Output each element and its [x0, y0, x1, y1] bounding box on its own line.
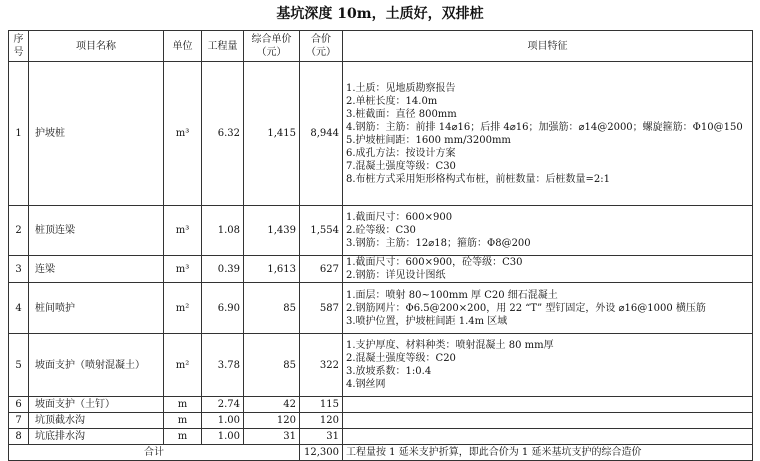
feature-line: 1.土质：见地质勘察报告	[346, 82, 456, 94]
row-features	[343, 334, 753, 397]
feature-line: 4.钢丝网	[346, 379, 386, 390]
feature-line: 2.钢筋网片：Φ6.5@200×200，用 22 “T” 型钉固定，外设 ⌀16@1000 横压筋	[346, 302, 706, 314]
feature-line: 1.截面尺寸：600×900，砼等级：C30	[346, 257, 523, 268]
header-name: 项目名称	[29, 31, 164, 62]
row-qty: 6.32	[202, 62, 244, 206]
feature-line: 4.钢筋：主筋：前排 14⌀16；后排 4⌀16；加强筋：⌀14@2000；螺旋箍筋：Φ10@150	[346, 121, 743, 133]
row-seq: 4	[9, 283, 29, 334]
row-seq: 3	[9, 256, 29, 283]
row-unit: m³	[164, 206, 202, 256]
row-total: 8,944	[300, 62, 343, 206]
feature-line: 6.成孔方法：按设计方案	[346, 147, 456, 159]
row-total: 115	[300, 397, 343, 413]
row-name: 桩顶连梁	[29, 206, 164, 256]
header-unit: 单位	[164, 31, 202, 62]
row-name: 护坡桩	[29, 62, 164, 206]
summary-note: 工程量按 1 延米支护折算，即此合价为 1 延米基坑支护的综合造价	[343, 445, 753, 461]
row-qty: 3.78	[202, 334, 244, 397]
row-seq: 7	[9, 413, 29, 429]
row-unit: m	[164, 413, 202, 429]
header-qty: 工程量	[202, 31, 244, 62]
page-title: 基坑深度 10m，土质好，双排桩	[276, 6, 484, 22]
row-total: 627	[300, 256, 343, 283]
row-price: 1,415	[244, 62, 300, 206]
row-price: 1,439	[244, 206, 300, 256]
cost-table	[8, 30, 753, 461]
header-price: 综合单价（元）	[244, 31, 300, 62]
row-price: 1,613	[244, 256, 300, 283]
feature-line: 3.喷护位置，护坡桩间距 1.4m 区域	[346, 315, 508, 327]
row-qty: 1.00	[202, 413, 244, 429]
feature-line: 3.放坡系数：1:0.4	[346, 366, 432, 377]
row-qty: 2.74	[202, 397, 244, 413]
row-name: 桩间喷护	[29, 283, 164, 334]
row-qty: 1.08	[202, 206, 244, 256]
row-name: 坡面支护（喷射混凝土）	[29, 334, 164, 397]
row-features	[343, 413, 753, 429]
row-unit: m²	[164, 334, 202, 397]
row-seq: 2	[9, 206, 29, 256]
table-header-row	[9, 31, 753, 62]
table-row	[9, 334, 753, 397]
row-seq: 5	[9, 334, 29, 397]
row-name: 坡面支护（土钉）	[29, 397, 164, 413]
feature-line: 1.面层：喷射 80~100mm 厚 C20 细石混凝土	[346, 289, 558, 301]
row-price: 120	[244, 413, 300, 429]
feature-line: 2.混凝土强度等级：C20	[346, 353, 456, 364]
row-features	[343, 62, 753, 206]
table-row	[9, 256, 753, 283]
row-name: 坑顶截水沟	[29, 413, 164, 429]
row-qty: 1.00	[202, 429, 244, 445]
row-seq: 6	[9, 397, 29, 413]
row-features	[343, 397, 753, 413]
row-unit: m²	[164, 283, 202, 334]
feature-line: 3.钢筋：主筋：12⌀18；箍筋：Φ8@200	[346, 238, 531, 249]
feature-line: 1.支护厚度、材料种类：喷射混凝土 80 mm厚	[346, 340, 554, 351]
row-qty: 6.90	[202, 283, 244, 334]
row-total: 322	[300, 334, 343, 397]
row-name: 坑底排水沟	[29, 429, 164, 445]
feature-line: 5.护坡桩间距：1600 mm/3200mm	[346, 134, 511, 146]
row-name: 连梁	[29, 256, 164, 283]
table-row	[9, 429, 753, 445]
table-row	[9, 413, 753, 429]
feature-line: 2.单桩长度：14.0m	[346, 95, 438, 107]
row-price: 31	[244, 429, 300, 445]
table-row	[9, 206, 753, 256]
row-seq: 8	[9, 429, 29, 445]
row-total: 120	[300, 413, 343, 429]
feature-line: 8.布桩方式采用矩形格构式布桩，前桩数量：后桩数量=2:1	[346, 173, 611, 185]
row-features	[343, 256, 753, 283]
row-unit: m³	[164, 256, 202, 283]
table-row	[9, 62, 753, 206]
row-unit: m³	[164, 62, 202, 206]
table-body	[9, 62, 753, 461]
row-price: 85	[244, 334, 300, 397]
summary-label: 合计	[9, 445, 300, 461]
row-price: 85	[244, 283, 300, 334]
table-row	[9, 397, 753, 413]
feature-line: 3.桩截面：直径 800mm	[346, 108, 457, 120]
row-qty: 0.39	[202, 256, 244, 283]
row-features	[343, 206, 753, 256]
row-features	[343, 283, 753, 334]
row-total: 587	[300, 283, 343, 334]
summary-row	[9, 445, 753, 461]
feature-line: 2.砼等级：C30	[346, 225, 416, 236]
row-features	[343, 429, 753, 445]
feature-line: 1.截面尺寸：600×900	[346, 212, 453, 223]
summary-total: 12,300	[300, 445, 343, 461]
row-unit: m	[164, 397, 202, 413]
feature-line: 7.混凝土强度等级：C30	[346, 160, 456, 172]
header-features: 项目特征	[343, 31, 753, 62]
header-total: 合价（元）	[300, 31, 343, 62]
row-price: 42	[244, 397, 300, 413]
row-seq: 1	[9, 62, 29, 206]
row-unit: m	[164, 429, 202, 445]
row-total: 31	[300, 429, 343, 445]
table-row	[9, 283, 753, 334]
row-total: 1,554	[300, 206, 343, 256]
feature-line: 2.钢筋：详见设计图纸	[346, 270, 446, 281]
header-seq: 序号	[9, 31, 29, 62]
